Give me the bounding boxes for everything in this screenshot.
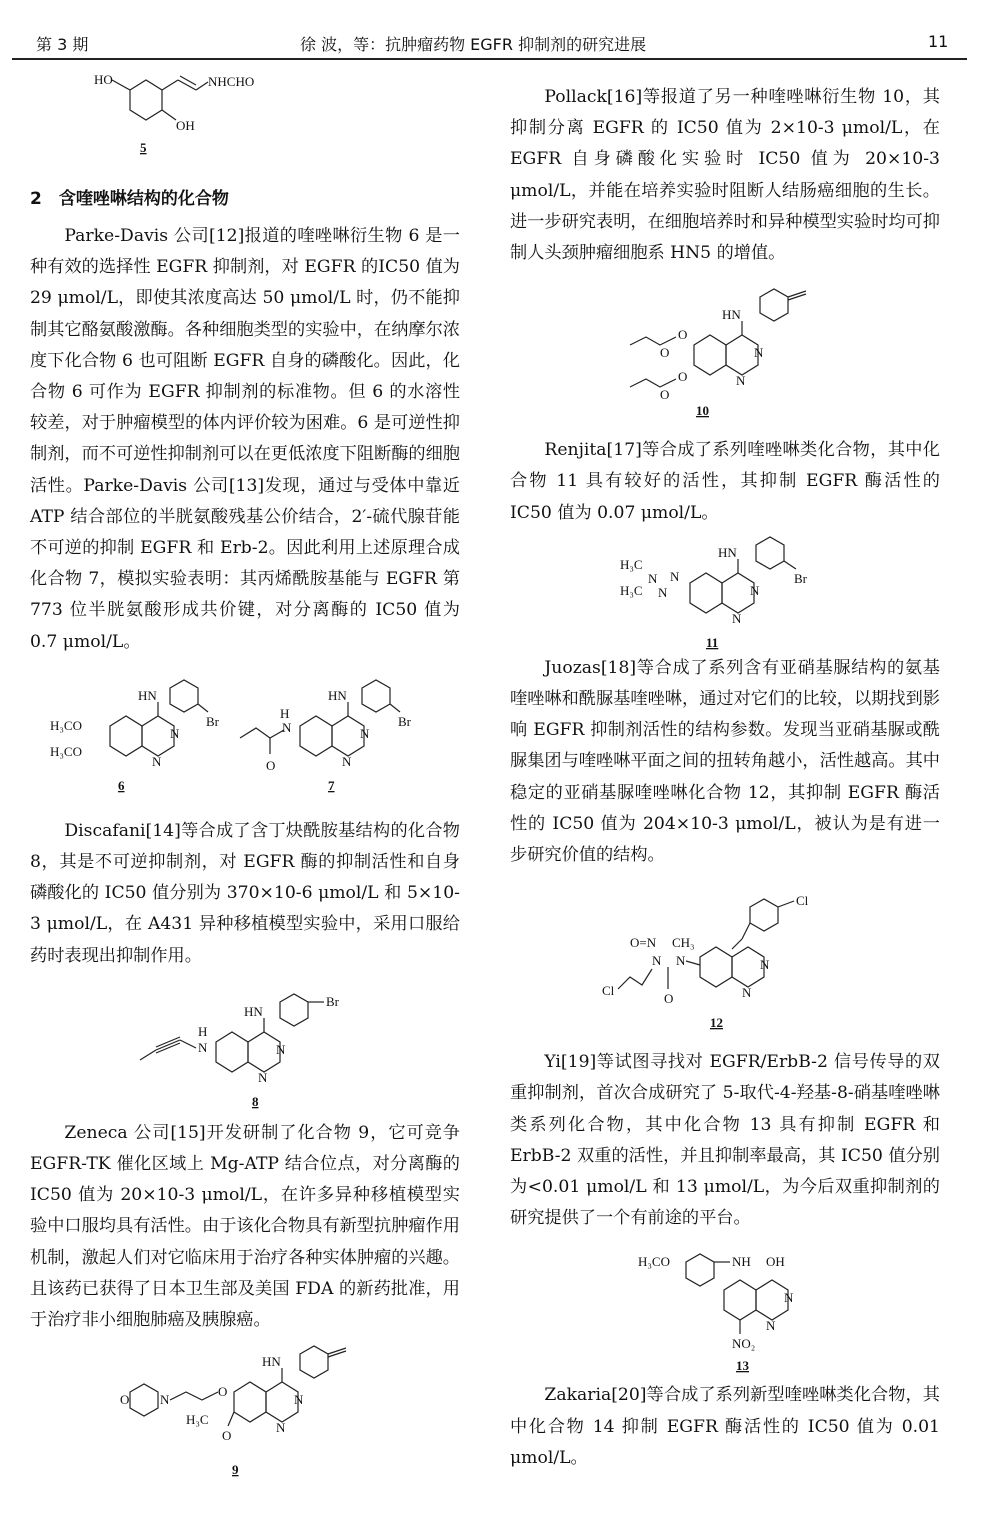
atom-label: N [736, 373, 746, 389]
bond [180, 76, 196, 85]
chlorophenyl-ring [750, 899, 778, 931]
atom-label: H₃C [620, 582, 643, 598]
benzene-ring [110, 716, 142, 756]
atom-label: N [258, 1069, 268, 1085]
compound-label: 6 [118, 777, 125, 793]
structure-11 [510, 533, 940, 653]
structure-12-drawing [510, 877, 940, 1047]
atom-label: O [222, 1428, 232, 1444]
running-title: 徐 波，等：抗肿瘤药物 EGFR 抑制剂的研究进展 [300, 35, 647, 54]
atom-label: N [766, 1318, 776, 1334]
bond [178, 80, 196, 90]
atom-label: HN [244, 1003, 263, 1019]
bond [742, 923, 750, 939]
benzene-ring [216, 1032, 248, 1072]
bond [162, 80, 178, 90]
propyl-chain [170, 1392, 218, 1400]
paragraph: Discafani[14]等合成了含丁炔酰胺基结构的化合物 8，其是不可逆抑制剂，对 EGFR 酶的抑制活性和自身磷酸化的 IC50 值分别为 370×10-6 μmol/L 和 5×10-3 μmol/L，在 A431 异种移植模型实验中，采用口服给药时表现出抑制作用。 [30, 820, 460, 966]
atom-label: O=N [630, 935, 657, 951]
atom-label: H₃CO [50, 717, 82, 733]
bond [778, 901, 794, 907]
compound-label: 9 [232, 1462, 239, 1478]
issue-number: 第 3 期 [36, 35, 89, 54]
atom-label: N [750, 582, 760, 598]
atom-label: N [160, 1392, 170, 1408]
benzene-ring [690, 573, 722, 613]
vinyl-bond [240, 728, 270, 738]
bond [390, 704, 400, 712]
methoxyethoxy-chain [630, 337, 676, 345]
atom-label: HN [138, 687, 157, 703]
structure-11-drawing [510, 533, 940, 653]
atom-label: N [648, 570, 658, 586]
benzene-ring [300, 716, 332, 756]
atom-label: Br [794, 570, 807, 586]
bond [140, 1050, 156, 1060]
ethynyl-bond [788, 294, 806, 300]
paragraph: Yi[19]等试图寻找对 EGFR/ErbB-2 信号传导的双重抑制剂，首次合成研究了 5-取代-4-羟基-8-硝基喹唑啉类系列化合物，其中化合物 13 具有抑制 EGFR 和 ErbB-2 双重的活性，并且抑制率最高，其 IC50 值分别为<0.01 μmol/L 和 13 μmol/L，为今后双重抑制剂的研究提供了一个有前途的平台。 [510, 1052, 940, 1229]
paragraph: Juozas[18]等合成了系列含有亚硝基脲结构的氨基喹唑啉和酰脲基喹唑啉，通过对它们的比较，以期找到影响 EGFR 抑制剂活性的结构参数。发现当亚硝基脲或酰脲集团与喹唑啉平面之间的扭转角越小，活性越高。其中稳定的亚硝基脲喹唑啉化合物 12，其抑制 EGFR 酶活性的 IC50 值为 204×10-3 μmol/L，被认为是有进一步研究价值的结构。 [510, 657, 940, 866]
morpholine-ring [130, 1384, 158, 1416]
atom-label: NH [732, 1254, 751, 1270]
phenyl-ring [280, 994, 308, 1026]
compound-label: 8 [252, 1093, 259, 1109]
methoxyethoxy-chain [630, 379, 676, 387]
methoxyphenyl-ring [686, 1254, 714, 1286]
structure-5-drawing [30, 60, 460, 170]
atom-label: HN [722, 307, 741, 323]
phenyl-ring [170, 680, 198, 712]
atom-label: N [670, 568, 680, 584]
phenyl-ring [760, 289, 788, 321]
atom-label: O [678, 369, 688, 385]
atom-label: N [658, 584, 668, 600]
atom-label: N [676, 953, 686, 969]
atom-label: O [266, 757, 276, 773]
left-column [30, 60, 460, 1502]
structure-10 [510, 275, 940, 435]
atom-label: N [784, 1290, 794, 1306]
atom-label: N [760, 957, 770, 973]
atom-label: N [170, 725, 180, 741]
atom-label: HN [718, 544, 737, 560]
page-number: 11 [928, 32, 949, 51]
compound-label: 7 [328, 777, 335, 793]
structures-6-7-drawing [30, 666, 460, 816]
atom-label: HO [94, 72, 113, 87]
atom-label: Cl [602, 983, 615, 999]
atom-label: Br [326, 993, 339, 1009]
structure-5 [30, 60, 460, 170]
bond [228, 1412, 234, 1426]
ethynyl-bond [788, 291, 806, 297]
atom-label: NO₂ [732, 1336, 756, 1352]
structure-10-drawing [510, 275, 940, 435]
paragraph: Renjita[17]等合成了系列喹唑啉类化合物，其中化合物 11 具有较好的活性，其抑制 EGFR 酶活性的 IC50 值为 0.07 μmol/L。 [510, 440, 940, 523]
atom-label: N [294, 1392, 304, 1408]
atom-label: N [276, 1041, 286, 1057]
ethynyl-bond [328, 1348, 346, 1354]
benzene-ring [700, 947, 732, 987]
structure-13-drawing [510, 1240, 940, 1380]
benzene-ring [694, 335, 726, 375]
atom-label: O [120, 1392, 130, 1408]
bond [162, 110, 176, 120]
paragraph: Pollack[16]等报道了另一种喹唑啉衍生物 10，其抑制分离 EGFR 的 IC50 值为 2×10-3 μmol/L，在 EGFR 自身磷酸化实验时 IC50 值为 20×10-3 μmol/L，并能在培养实验时阻断人结肠癌细胞的生长。进一步研究表明，在细胞培养时和异种模型实验时均可抑制人头颈肿瘤细胞系 HN5 的增值。 [510, 87, 940, 264]
compound-label: 5 [140, 140, 147, 155]
section-heading: 2 含喹唑啉结构的化合物 [30, 189, 229, 209]
atom-label: Cl [796, 893, 809, 909]
bond [732, 939, 742, 949]
phenyl-ring [756, 537, 784, 569]
paragraph: Parke-Davis 公司[12]报道的喹唑啉衍生物 6 是一种有效的选择性 EGFR 抑制剂，对 EGFR 的IC50 值为 29 μmol/L，即使其浓度高达 50 μmol/L 时，仍不能抑制其它酪氨酸激酶。各种细胞类型的实验中，在纳摩尔浓度下化合物 6 也可阻断 EGFR 自身的磷酸化。因此，化合物 6 可作为 EGFR 抑制剂的标准物。但 6 的水溶性较差，对于肿瘤模型的体内评价较为困难。6 是可逆性抑制剂，而不可逆性抑制剂可以在更低浓度下阻断酶的细胞活性。Parke-Davis 公司[13]发现，通过与受体中靠近 ATP 结合部位的半胱氨酸残基公价结合，2′-硫代腺苷能不可逆的抑制 EGFR 和 Erb-2。因此利用上述原理合成化合物 7，模拟实验表明：其丙烯酰胺基能与 EGFR 第 773 位半胱氨酸形成共价键，对分离酶的 IC50 值为 0.7 μmol/L。 [30, 226, 460, 652]
atom-label: H₃C [186, 1412, 209, 1428]
atom-label: N [342, 753, 352, 769]
phenyl-ring [300, 1346, 328, 1378]
structure-12 [510, 877, 940, 1047]
atom-label: O [664, 991, 674, 1007]
structure-9-drawing [30, 1342, 460, 1502]
atom-label: O [678, 327, 688, 343]
bond [180, 1040, 196, 1048]
structures-6-7 [30, 666, 460, 816]
atom-label: O [218, 1384, 228, 1400]
structure-9 [30, 1342, 460, 1502]
atom-label: H₃CO [50, 743, 82, 759]
atom-label: O [660, 345, 670, 361]
paragraph: Zakaria[20]等合成了系列新型喹唑啉类化合物，其中化合物 14 抑制 EGFR 酶活性的 IC50 值为 0.01 μmol/L。 [510, 1385, 940, 1468]
atom-label: N [754, 345, 764, 361]
structure-13 [510, 1240, 940, 1380]
atom-label: N [282, 719, 292, 735]
atom-label: HN [262, 1354, 281, 1370]
atom-label: N [152, 753, 162, 769]
atom-label: H [198, 1023, 208, 1039]
atom-label: N [652, 953, 662, 969]
phenyl-ring [362, 680, 390, 712]
chloroethyl-chain [618, 969, 652, 989]
compound-label: 12 [710, 1015, 723, 1031]
atom-label: O [660, 387, 670, 403]
atom-label: H [280, 705, 290, 721]
ethynyl-bond [328, 1351, 346, 1357]
atom-label: Br [398, 713, 411, 729]
benzene-ring [130, 80, 162, 120]
atom-label: NHCHO [208, 74, 255, 89]
atom-label: Br [206, 713, 219, 729]
paragraph: Zeneca 公司[15]开发研制了化合物 9，它可竞争 EGFR-TK 催化区域上 Mg-ATP 结合位点，对分离酶的 IC50 值为 20×10-3 μmol/L，在许多异种移植模型实验中口服均具有活性。由于该化合物具有新型抗肿瘤作用机制，激起人们对它临床用于治疗各种实体肿瘤的兴趣。且该药已获得了日本卫生部及美国 FDA 的新药批准，用于治疗非小细胞肺癌及胰腺癌。 [30, 1122, 460, 1331]
structure-8 [30, 978, 460, 1118]
bond [196, 82, 208, 90]
atom-label: OH [176, 118, 195, 133]
atom-label: N [198, 1039, 208, 1055]
atom-label: OH [766, 1254, 785, 1270]
atom-label: N [276, 1420, 286, 1436]
atom-label: H₃CO [638, 1254, 670, 1270]
bond [686, 961, 700, 965]
compound-label: 11 [706, 634, 719, 650]
atom-label: CH₃ [672, 935, 695, 951]
atom-label: N [742, 985, 752, 1001]
bond [198, 704, 208, 712]
right-column [510, 82, 940, 1474]
benzene-ring [724, 1280, 756, 1320]
bond [784, 561, 796, 569]
atom-label: H₃C [620, 556, 643, 572]
running-header [0, 0, 1000, 56]
compound-label: 13 [736, 1358, 749, 1374]
atom-label: N [732, 610, 742, 626]
atom-label: N [360, 725, 370, 741]
structure-8-drawing [30, 978, 460, 1118]
atom-label: HN [328, 687, 347, 703]
compound-label: 10 [696, 403, 709, 419]
bond [112, 80, 130, 90]
benzene-ring [234, 1382, 266, 1422]
